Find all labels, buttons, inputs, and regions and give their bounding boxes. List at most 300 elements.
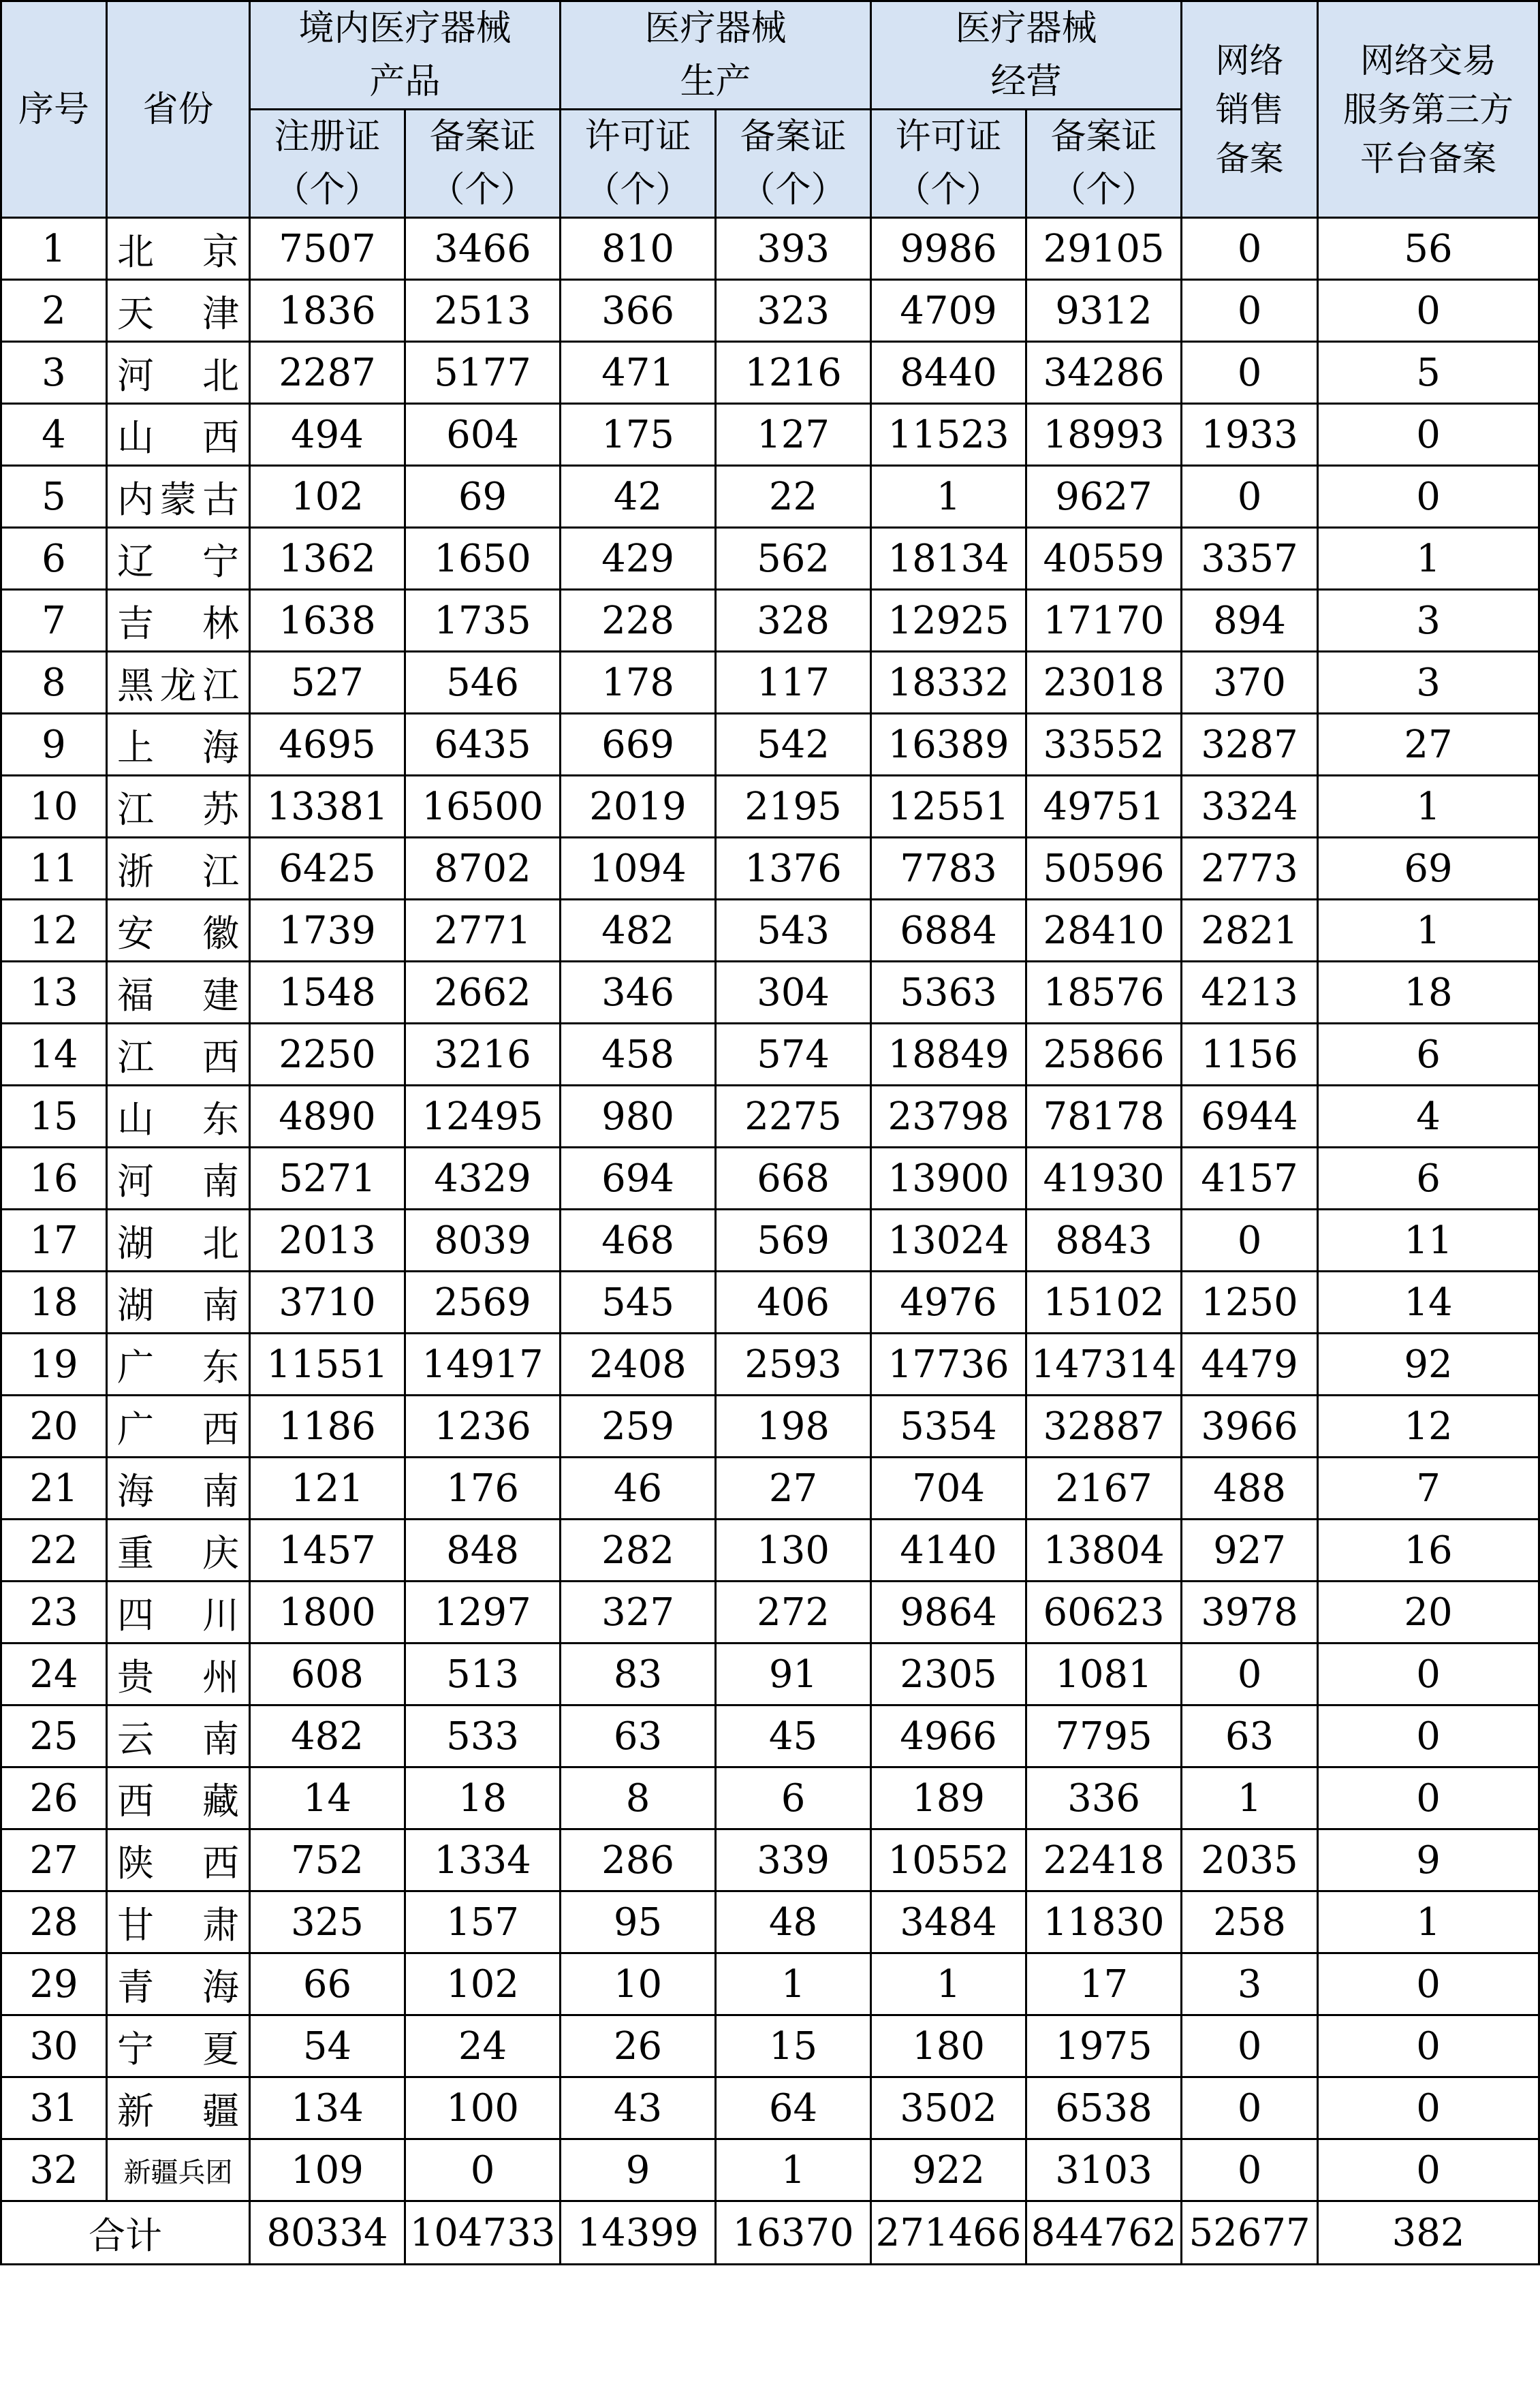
value-cell: 64 — [716, 2077, 871, 2139]
province-cell: 安徽 — [107, 900, 250, 962]
value-cell: 4695 — [250, 714, 405, 776]
value-cell: 178 — [561, 652, 716, 714]
value-cell: 0 — [1318, 1953, 1539, 2015]
value-cell: 3103 — [1026, 2139, 1182, 2201]
value-cell: 8440 — [871, 342, 1026, 404]
value-cell: 272 — [716, 1582, 871, 1644]
value-cell: 4709 — [871, 280, 1026, 342]
value-cell: 3324 — [1182, 776, 1318, 838]
value-cell: 668 — [716, 1148, 871, 1210]
table-row — [1, 2139, 1539, 2201]
table-row — [1, 1582, 1539, 1644]
row-index-cell: 3 — [1, 342, 107, 404]
value-cell: 78178 — [1026, 1086, 1182, 1148]
table-row — [1, 280, 1539, 342]
total-value-cell: 80334 — [250, 2201, 405, 2265]
value-cell: 34286 — [1026, 342, 1182, 404]
header-filing-certificate: 备案证 （个） — [405, 110, 561, 218]
value-cell: 13381 — [250, 776, 405, 838]
value-cell: 1 — [1318, 1891, 1539, 1953]
value-cell: 130 — [716, 1520, 871, 1582]
value-cell: 121 — [250, 1458, 405, 1520]
value-cell: 8843 — [1026, 1210, 1182, 1272]
value-cell: 10 — [561, 1953, 716, 2015]
value-cell: 0 — [1182, 1210, 1318, 1272]
row-index-cell: 10 — [1, 776, 107, 838]
value-cell: 18849 — [871, 1024, 1026, 1086]
value-cell: 325 — [250, 1891, 405, 1953]
value-cell: 13900 — [871, 1148, 1026, 1210]
value-cell: 11 — [1318, 1210, 1539, 1272]
value-cell: 0 — [1318, 2015, 1539, 2077]
table-row — [1, 218, 1539, 280]
province-cell: 重庆 — [107, 1520, 250, 1582]
value-cell: 0 — [1318, 2077, 1539, 2139]
value-cell: 49751 — [1026, 776, 1182, 838]
province-cell: 内蒙古 — [107, 466, 250, 528]
value-cell: 1 — [1318, 528, 1539, 590]
value-cell: 1 — [1318, 776, 1539, 838]
value-cell: 6435 — [405, 714, 561, 776]
value-cell: 7507 — [250, 218, 405, 280]
row-index-cell: 12 — [1, 900, 107, 962]
value-cell: 0 — [1182, 2015, 1318, 2077]
row-index-cell: 15 — [1, 1086, 107, 1148]
value-cell: 370 — [1182, 652, 1318, 714]
value-cell: 228 — [561, 590, 716, 652]
value-cell: 2013 — [250, 1210, 405, 1272]
value-cell: 9864 — [871, 1582, 1026, 1644]
province-cell: 宁夏 — [107, 2015, 250, 2077]
value-cell: 2195 — [716, 776, 871, 838]
value-cell: 29105 — [1026, 218, 1182, 280]
value-cell: 3466 — [405, 218, 561, 280]
table-header — [1, 1, 1539, 218]
value-cell: 328 — [716, 590, 871, 652]
value-cell: 12551 — [871, 776, 1026, 838]
value-cell: 406 — [716, 1272, 871, 1334]
value-cell: 11830 — [1026, 1891, 1182, 1953]
value-cell: 92 — [1318, 1334, 1539, 1396]
value-cell: 1094 — [561, 838, 716, 900]
value-cell: 3216 — [405, 1024, 561, 1086]
value-cell: 14917 — [405, 1334, 561, 1396]
value-cell: 669 — [561, 714, 716, 776]
value-cell: 28410 — [1026, 900, 1182, 962]
value-cell: 198 — [716, 1396, 871, 1458]
value-cell: 54 — [250, 2015, 405, 2077]
value-cell: 16500 — [405, 776, 561, 838]
value-cell: 0 — [1318, 1705, 1539, 1767]
value-cell: 0 — [1318, 2139, 1539, 2201]
row-index-cell: 8 — [1, 652, 107, 714]
value-cell: 100 — [405, 2077, 561, 2139]
value-cell: 12495 — [405, 1086, 561, 1148]
value-cell: 1156 — [1182, 1024, 1318, 1086]
total-label: 合计 — [1, 2201, 250, 2265]
value-cell: 2513 — [405, 280, 561, 342]
table-row — [1, 342, 1539, 404]
province-cell: 河北 — [107, 342, 250, 404]
value-cell: 533 — [405, 1705, 561, 1767]
header-production-license: 许可证 （个） — [561, 110, 716, 218]
value-cell: 8039 — [405, 1210, 561, 1272]
value-cell: 604 — [405, 404, 561, 466]
value-cell: 259 — [561, 1396, 716, 1458]
total-value-cell: 271466 — [871, 2201, 1026, 2265]
value-cell: 109 — [250, 2139, 405, 2201]
value-cell: 0 — [405, 2139, 561, 2201]
value-cell: 0 — [1182, 1644, 1318, 1705]
value-cell: 69 — [1318, 838, 1539, 900]
value-cell: 6884 — [871, 900, 1026, 962]
value-cell: 4329 — [405, 1148, 561, 1210]
value-cell: 0 — [1182, 466, 1318, 528]
value-cell: 1650 — [405, 528, 561, 590]
value-cell: 0 — [1182, 280, 1318, 342]
row-index-cell: 21 — [1, 1458, 107, 1520]
value-cell: 1735 — [405, 590, 561, 652]
province-cell: 浙江 — [107, 838, 250, 900]
value-cell: 2821 — [1182, 900, 1318, 962]
value-cell: 1 — [871, 466, 1026, 528]
value-cell: 13804 — [1026, 1520, 1182, 1582]
value-cell: 3 — [1182, 1953, 1318, 2015]
value-cell: 366 — [561, 280, 716, 342]
value-cell: 27 — [716, 1458, 871, 1520]
value-cell: 45 — [716, 1705, 871, 1767]
row-index-cell: 30 — [1, 2015, 107, 2077]
table-row — [1, 714, 1539, 776]
value-cell: 18993 — [1026, 404, 1182, 466]
value-cell: 608 — [250, 1644, 405, 1705]
table-row — [1, 838, 1539, 900]
row-index-cell: 26 — [1, 1767, 107, 1829]
value-cell: 2593 — [716, 1334, 871, 1396]
row-index-cell: 31 — [1, 2077, 107, 2139]
row-index-cell: 18 — [1, 1272, 107, 1334]
value-cell: 4213 — [1182, 962, 1318, 1024]
value-cell: 927 — [1182, 1520, 1318, 1582]
table-row — [1, 652, 1539, 714]
value-cell: 0 — [1318, 280, 1539, 342]
province-cell: 贵州 — [107, 1644, 250, 1705]
value-cell: 6944 — [1182, 1086, 1318, 1148]
value-cell: 1 — [871, 1953, 1026, 2015]
province-cell: 江苏 — [107, 776, 250, 838]
table-row — [1, 590, 1539, 652]
value-cell: 69 — [405, 466, 561, 528]
value-cell: 18576 — [1026, 962, 1182, 1024]
value-cell: 23018 — [1026, 652, 1182, 714]
value-cell: 513 — [405, 1644, 561, 1705]
value-cell: 327 — [561, 1582, 716, 1644]
province-cell: 上海 — [107, 714, 250, 776]
value-cell: 2035 — [1182, 1829, 1318, 1891]
value-cell: 63 — [1182, 1705, 1318, 1767]
value-cell: 26 — [561, 2015, 716, 2077]
value-cell: 9 — [561, 2139, 716, 2201]
row-index-cell: 5 — [1, 466, 107, 528]
province-cell: 福建 — [107, 962, 250, 1024]
value-cell: 18134 — [871, 528, 1026, 590]
value-cell: 147314 — [1026, 1334, 1182, 1396]
value-cell: 50596 — [1026, 838, 1182, 900]
value-cell: 24 — [405, 2015, 561, 2077]
value-cell: 1362 — [250, 528, 405, 590]
value-cell: 429 — [561, 528, 716, 590]
value-cell: 15102 — [1026, 1272, 1182, 1334]
value-cell: 17 — [1026, 1953, 1182, 2015]
value-cell: 286 — [561, 1829, 716, 1891]
header-production-filing: 备案证 （个） — [716, 110, 871, 218]
value-cell: 4966 — [871, 1705, 1026, 1767]
row-index-cell: 25 — [1, 1705, 107, 1767]
value-cell: 180 — [871, 2015, 1026, 2077]
table-row — [1, 1024, 1539, 1086]
value-cell: 2408 — [561, 1334, 716, 1396]
value-cell: 1975 — [1026, 2015, 1182, 2077]
value-cell: 6538 — [1026, 2077, 1182, 2139]
value-cell: 471 — [561, 342, 716, 404]
value-cell: 922 — [871, 2139, 1026, 2201]
value-cell: 33552 — [1026, 714, 1182, 776]
value-cell: 3 — [1318, 652, 1539, 714]
value-cell: 3484 — [871, 1891, 1026, 1953]
value-cell: 117 — [716, 652, 871, 714]
value-cell: 458 — [561, 1024, 716, 1086]
province-cell: 甘肃 — [107, 1891, 250, 1953]
header-online-sales: 网络 销售 备案 — [1182, 1, 1318, 218]
table-row — [1, 1953, 1539, 2015]
table-row — [1, 776, 1539, 838]
value-cell: 66 — [250, 1953, 405, 2015]
value-cell: 1236 — [405, 1396, 561, 1458]
value-cell: 0 — [1318, 466, 1539, 528]
value-cell: 5271 — [250, 1148, 405, 1210]
value-cell: 1216 — [716, 342, 871, 404]
province-cell: 云南 — [107, 1705, 250, 1767]
total-value-cell: 52677 — [1182, 2201, 1318, 2265]
value-cell: 0 — [1182, 342, 1318, 404]
total-row — [1, 2201, 1539, 2265]
value-cell: 5 — [1318, 342, 1539, 404]
table-body — [1, 218, 1539, 2265]
value-cell: 2662 — [405, 962, 561, 1024]
value-cell: 482 — [561, 900, 716, 962]
province-cell: 山东 — [107, 1086, 250, 1148]
value-cell: 3287 — [1182, 714, 1318, 776]
value-cell: 5363 — [871, 962, 1026, 1024]
value-cell: 8702 — [405, 838, 561, 900]
value-cell: 5177 — [405, 342, 561, 404]
value-cell: 20 — [1318, 1582, 1539, 1644]
province-cell: 陕西 — [107, 1829, 250, 1891]
value-cell: 3357 — [1182, 528, 1318, 590]
header-domestic-products: 境内医疗器械 产品 — [250, 1, 561, 110]
row-index-cell: 29 — [1, 1953, 107, 2015]
header-province: 省份 — [107, 1, 250, 218]
value-cell: 694 — [561, 1148, 716, 1210]
row-index-cell: 17 — [1, 1210, 107, 1272]
total-value-cell: 16370 — [716, 2201, 871, 2265]
table-row — [1, 2077, 1539, 2139]
value-cell: 0 — [1318, 1767, 1539, 1829]
table-row — [1, 466, 1539, 528]
value-cell: 18332 — [871, 652, 1026, 714]
header-business: 医疗器械 经营 — [871, 1, 1182, 110]
value-cell: 1638 — [250, 590, 405, 652]
table-row — [1, 1334, 1539, 1396]
value-cell: 1250 — [1182, 1272, 1318, 1334]
province-cell: 天津 — [107, 280, 250, 342]
value-cell: 40559 — [1026, 528, 1182, 590]
value-cell: 16 — [1318, 1520, 1539, 1582]
value-cell: 6425 — [250, 838, 405, 900]
value-cell: 6 — [1318, 1148, 1539, 1210]
value-cell: 0 — [1182, 2077, 1318, 2139]
value-cell: 9627 — [1026, 466, 1182, 528]
value-cell: 14 — [1318, 1272, 1539, 1334]
province-cell: 西藏 — [107, 1767, 250, 1829]
value-cell: 102 — [405, 1953, 561, 2015]
table-row — [1, 528, 1539, 590]
value-cell: 468 — [561, 1210, 716, 1272]
value-cell: 0 — [1318, 404, 1539, 466]
row-index-cell: 1 — [1, 218, 107, 280]
table-row — [1, 1086, 1539, 1148]
value-cell: 7795 — [1026, 1705, 1182, 1767]
value-cell: 3 — [1318, 590, 1539, 652]
value-cell: 1548 — [250, 962, 405, 1024]
value-cell: 134 — [250, 2077, 405, 2139]
value-cell: 56 — [1318, 218, 1539, 280]
value-cell: 2250 — [250, 1024, 405, 1086]
value-cell: 0 — [1318, 1644, 1539, 1705]
value-cell: 2305 — [871, 1644, 1026, 1705]
value-cell: 0 — [1182, 218, 1318, 280]
value-cell: 18 — [1318, 962, 1539, 1024]
value-cell: 346 — [561, 962, 716, 1024]
value-cell: 1297 — [405, 1582, 561, 1644]
header-business-license: 许可证 （个） — [871, 110, 1026, 218]
table-row — [1, 1891, 1539, 1953]
value-cell: 17170 — [1026, 590, 1182, 652]
table-row — [1, 900, 1539, 962]
value-cell: 22418 — [1026, 1829, 1182, 1891]
total-value-cell: 844762 — [1026, 2201, 1182, 2265]
row-index-cell: 20 — [1, 1396, 107, 1458]
value-cell: 6 — [716, 1767, 871, 1829]
value-cell: 4890 — [250, 1086, 405, 1148]
table-row — [1, 1458, 1539, 1520]
value-cell: 9 — [1318, 1829, 1539, 1891]
value-cell: 91 — [716, 1644, 871, 1705]
value-cell: 17736 — [871, 1334, 1026, 1396]
row-index-cell: 27 — [1, 1829, 107, 1891]
value-cell: 83 — [561, 1644, 716, 1705]
value-cell: 12 — [1318, 1396, 1539, 1458]
table-row — [1, 1272, 1539, 1334]
row-index-cell: 32 — [1, 2139, 107, 2201]
row-index-cell: 14 — [1, 1024, 107, 1086]
value-cell: 18 — [405, 1767, 561, 1829]
value-cell: 127 — [716, 404, 871, 466]
value-cell: 6 — [1318, 1024, 1539, 1086]
value-cell: 1457 — [250, 1520, 405, 1582]
row-index-cell: 24 — [1, 1644, 107, 1705]
value-cell: 393 — [716, 218, 871, 280]
value-cell: 48 — [716, 1891, 871, 1953]
value-cell: 752 — [250, 1829, 405, 1891]
value-cell: 1376 — [716, 838, 871, 900]
value-cell: 704 — [871, 1458, 1026, 1520]
value-cell: 562 — [716, 528, 871, 590]
row-index-cell: 4 — [1, 404, 107, 466]
value-cell: 545 — [561, 1272, 716, 1334]
value-cell: 2275 — [716, 1086, 871, 1148]
value-cell: 488 — [1182, 1458, 1318, 1520]
value-cell: 574 — [716, 1024, 871, 1086]
table-row — [1, 962, 1539, 1024]
province-cell: 海南 — [107, 1458, 250, 1520]
province-cell: 青海 — [107, 1953, 250, 2015]
value-cell: 848 — [405, 1520, 561, 1582]
value-cell: 11551 — [250, 1334, 405, 1396]
value-cell: 32887 — [1026, 1396, 1182, 1458]
value-cell: 810 — [561, 218, 716, 280]
value-cell: 4 — [1318, 1086, 1539, 1148]
table-row — [1, 2015, 1539, 2077]
value-cell: 7 — [1318, 1458, 1539, 1520]
province-cell: 广东 — [107, 1334, 250, 1396]
value-cell: 494 — [250, 404, 405, 466]
value-cell: 1800 — [250, 1582, 405, 1644]
value-cell: 3966 — [1182, 1396, 1318, 1458]
value-cell: 1 — [1318, 900, 1539, 962]
value-cell: 25866 — [1026, 1024, 1182, 1086]
value-cell: 27 — [1318, 714, 1539, 776]
value-cell: 2773 — [1182, 838, 1318, 900]
value-cell: 4140 — [871, 1520, 1026, 1582]
province-cell: 江西 — [107, 1024, 250, 1086]
value-cell: 189 — [871, 1767, 1026, 1829]
value-cell: 42 — [561, 466, 716, 528]
value-cell: 1 — [1182, 1767, 1318, 1829]
table-row — [1, 404, 1539, 466]
value-cell: 1836 — [250, 280, 405, 342]
value-cell: 12925 — [871, 590, 1026, 652]
value-cell: 46 — [561, 1458, 716, 1520]
value-cell: 2771 — [405, 900, 561, 962]
province-cell: 辽宁 — [107, 528, 250, 590]
value-cell: 13024 — [871, 1210, 1026, 1272]
row-index-cell: 9 — [1, 714, 107, 776]
table-row — [1, 1520, 1539, 1582]
value-cell: 7783 — [871, 838, 1026, 900]
value-cell: 23798 — [871, 1086, 1026, 1148]
value-cell: 4157 — [1182, 1148, 1318, 1210]
value-cell: 258 — [1182, 1891, 1318, 1953]
province-cell: 吉林 — [107, 590, 250, 652]
table-row — [1, 1396, 1539, 1458]
row-index-cell: 7 — [1, 590, 107, 652]
row-index-cell: 6 — [1, 528, 107, 590]
row-index-cell: 23 — [1, 1582, 107, 1644]
value-cell: 304 — [716, 962, 871, 1024]
value-cell: 0 — [1182, 2139, 1318, 2201]
table-row — [1, 1210, 1539, 1272]
